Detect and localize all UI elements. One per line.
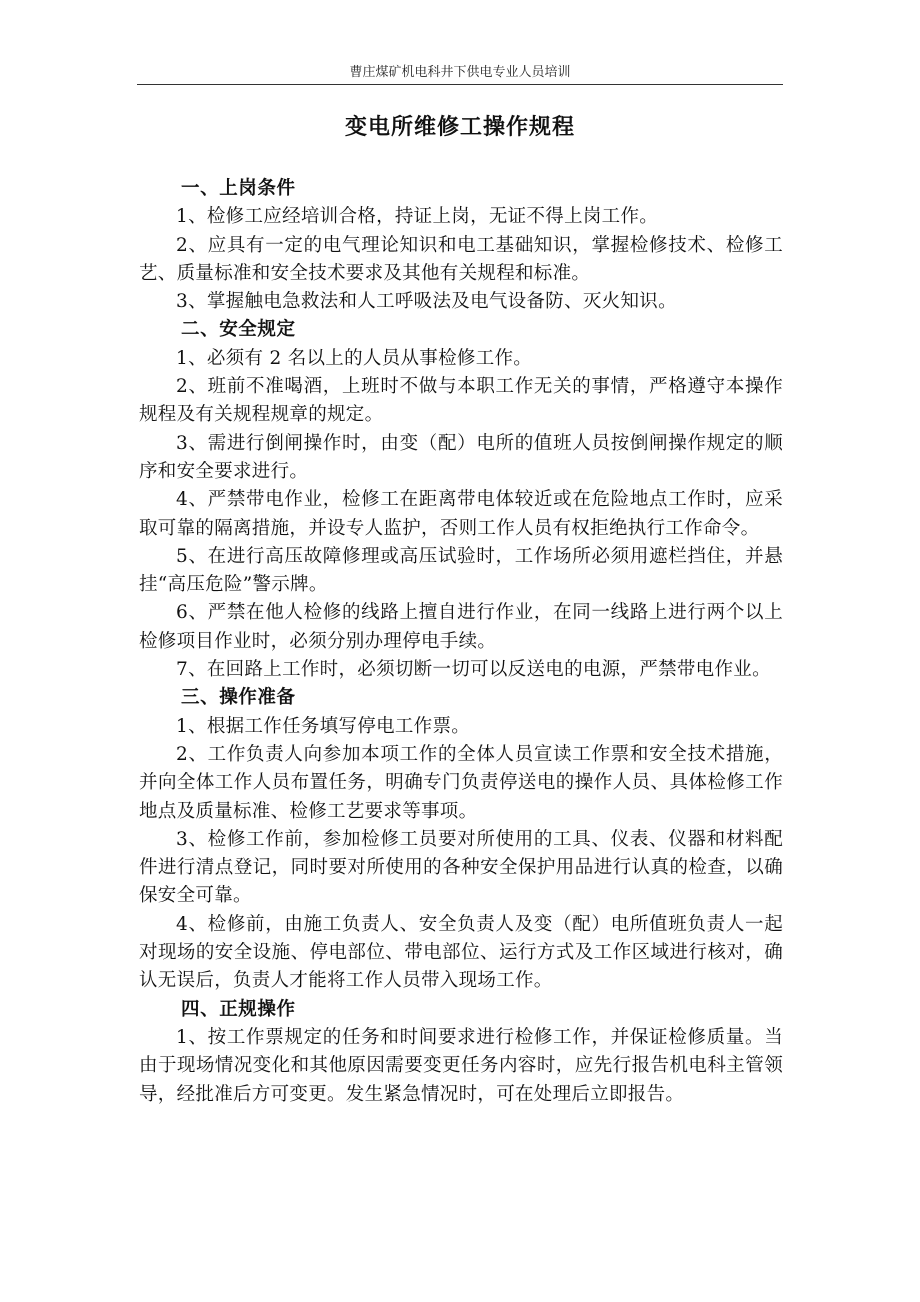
clause: 4、检修前，由施工负责人、安全负责人及变（配）电所值班负责人一起对现场的安全设施、停电部位、带电部位、运行方式及工作区域进行核对，确认无误后，负责人才能将工作人员带入现场工作。: [139, 913, 783, 992]
section-safety-rules: [139, 316, 783, 684]
clause: 3、掌握触电急救法和人工呼吸法及电气设备防、灭火知识。: [176, 291, 677, 313]
clause: 3、检修工作前，参加检修工员要对所使用的工具、仪表、仪器和材料配件进行清点登记，同时要对所使用的各种安全保护用品进行认真的检查，以确保安全可靠。: [139, 828, 783, 907]
clause: 2、班前不准喝酒，上班时不做与本职工作无关的事情，严格遵守本操作规程及有关规程规章的规定。: [139, 376, 783, 426]
clause: 1、检修工应经培训合格，持证上岗，无证不得上岗工作。: [176, 206, 659, 228]
clause: 5、在进行高压故障修理或高压试验时，工作场所必须用遮栏挡住，并悬挂“高压危险”警示牌。: [139, 545, 783, 596]
running-header: 曹庄煤矿机电科井下供电专业人员培训: [349, 65, 571, 80]
clause: 4、严禁带电作业，检修工在距离带电体较近或在危险地点工作时，应采取可靠的隔离措施，并设专人监护，否则工作人员有权拒绝执行工作命令。: [139, 489, 783, 539]
section-preparation: [139, 684, 783, 995]
section-qualifications: [139, 175, 783, 316]
section-standard-operation: [139, 996, 783, 1109]
document-body: [139, 175, 783, 1109]
clause: 3、需进行倒闸操作时，由变（配）电所的值班人员按倒闸操作规定的顺序和安全要求进行。: [139, 432, 783, 482]
clause: 1、根据工作任务填写停电工作票。: [176, 715, 471, 737]
clause: 7、在回路上工作时，必须切断一切可以反送电的电源，严禁带电作业。: [176, 659, 771, 681]
document-title: 变电所维修工操作规程: [344, 115, 575, 140]
section-heading: 一、上岗条件: [181, 178, 296, 199]
section-heading: 四、正规操作: [181, 998, 296, 1020]
clause: 2、应具有一定的电气理论知识和电工基础知识，掌握检修技术、检修工艺、质量标准和安全技术要求及其他有关规程和标准。: [139, 234, 783, 284]
clause: 6、严禁在他人检修的线路上擅自进行作业，在同一线路上进行两个以上检修项目作业时，必须分别办理停电手续。: [139, 602, 783, 652]
clause: 1、按工作票规定的任务和时间要求进行检修工作，并保证检修质量。当由于现场情况变化和其他原因需要变更任务内容时，应先行报告机电科主管领导，经批准后方可变更。发生紧急情况时，可在处理后立即报告。: [139, 1026, 783, 1105]
section-heading: 二、安全规定: [181, 319, 296, 341]
clause: 1、必须有 2 名以上的人员从事检修工作。: [176, 347, 533, 369]
header-rule: [137, 84, 783, 85]
section-heading: 三、操作准备: [181, 687, 296, 709]
clause: 2、工作负责人向参加本项工作的全体人员宣读工作票和安全技术措施，并向全体工作人员布置任务，明确专门负责停送电的操作人员、具体检修工作地点及质量标准、检修工艺要求等事项。: [139, 743, 783, 822]
